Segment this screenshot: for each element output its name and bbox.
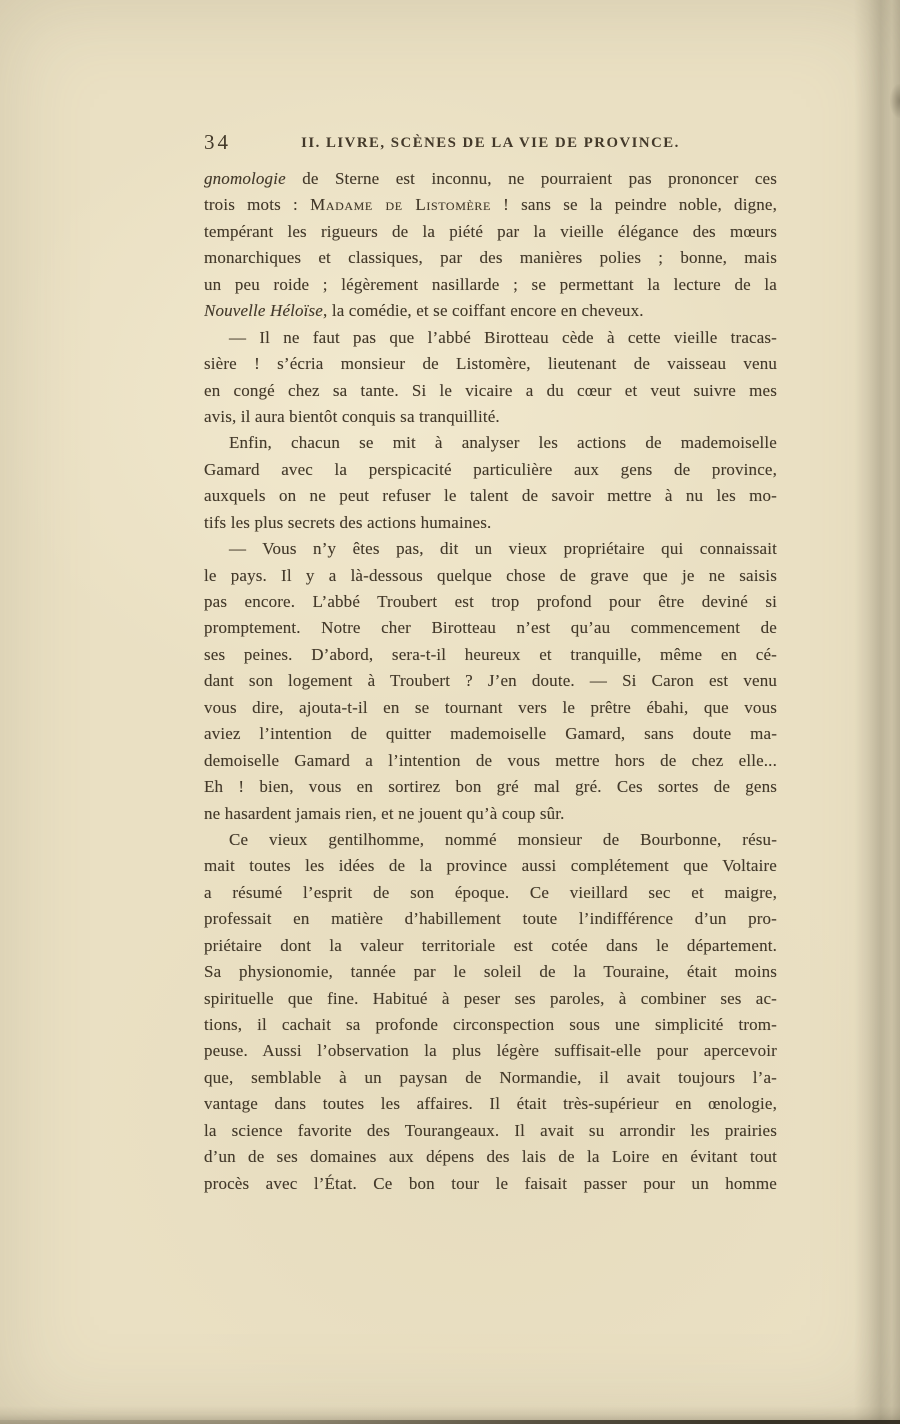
text-segment: procès avec l’État. Ce bon tour le faisait passer pour un homme bbox=[204, 1173, 777, 1193]
text-segment: trois mots : bbox=[204, 195, 311, 215]
text-line bbox=[204, 536, 777, 562]
text-line bbox=[204, 351, 777, 377]
text-line bbox=[204, 748, 777, 774]
text-segment: promptement. Notre cher Birotteau n’est qu’au commencement de bbox=[204, 618, 777, 638]
text-line bbox=[204, 774, 777, 800]
scan-smudge bbox=[890, 84, 900, 118]
text-segment: mait toutes les idées de la province aussi complétement que Voltaire bbox=[204, 856, 777, 876]
scan-edge-right bbox=[854, 0, 900, 1424]
text-line bbox=[204, 563, 777, 589]
text-segment-smallcaps: Madame de Listomère bbox=[310, 195, 491, 215]
text-line bbox=[204, 325, 777, 351]
text-line bbox=[204, 986, 777, 1012]
text-segment: vantage dans toutes les affaires. Il était très-supérieur en œnologie, bbox=[204, 1094, 777, 1114]
text-line bbox=[204, 483, 777, 509]
text-segment: avis, il aura bientôt conquis sa tranquillité. bbox=[204, 406, 500, 426]
text-segment: tions, il cachait sa profonde circonspection sous une simplicité trom- bbox=[204, 1015, 777, 1034]
text-line bbox=[204, 959, 777, 985]
scan-edge-bottom-line bbox=[0, 1420, 900, 1424]
text-segment: aviez l’intention de quitter mademoiselle Gamard, sans doute ma- bbox=[204, 724, 777, 744]
text-segment: peuse. Aussi l’observation la plus légère suffisait-elle pour apercevoir bbox=[204, 1041, 777, 1061]
text-line bbox=[204, 404, 777, 430]
text-line bbox=[204, 245, 777, 271]
text-line bbox=[204, 668, 777, 694]
text-segment: auxquels on ne peut refuser le talent de savoir mettre à nu les mo- bbox=[204, 486, 777, 506]
text-segment: sière ! s’écria monsieur de Listomère, lieutenant de vaisseau venu bbox=[204, 354, 777, 374]
text-line bbox=[204, 880, 777, 906]
text-line bbox=[204, 853, 777, 879]
text-line bbox=[204, 272, 777, 298]
text-segment: professait en matière d’habillement toute l’indifférence d’un pro- bbox=[204, 909, 777, 929]
text-segment: monarchiques et classiques, par des manières polies ; bonne, mais bbox=[204, 248, 777, 268]
text-line bbox=[204, 430, 777, 456]
text-segment: pas encore. L’abbé Troubert est trop profond pour être deviné si bbox=[204, 592, 777, 611]
text-segment: Enfin, chacun se mit à analyser les actions de mademoiselle bbox=[229, 433, 777, 453]
page-body bbox=[204, 166, 777, 1197]
text-line bbox=[204, 827, 777, 853]
text-line bbox=[204, 1171, 777, 1197]
text-segment: vous dire, ajouta-t-il en se tournant vers le prêtre ébahi, que vous bbox=[204, 697, 777, 717]
text-segment: spirituelle que fine. Habitué à peser ses paroles, à combiner ses ac- bbox=[204, 988, 777, 1008]
page-number: 34 bbox=[204, 130, 231, 154]
text-line bbox=[204, 510, 777, 536]
text-segment: tempérant les rigueurs de la piété par la vieille élégance des mœurs bbox=[204, 221, 777, 241]
text-segment: un peu roide ; légèrement nasillarde ; se permettant la lecture de la bbox=[204, 274, 777, 294]
text-segment: ne hasardent jamais rien, et ne jouent qu’à coup sûr. bbox=[204, 803, 565, 823]
text-segment: demoiselle Gamard a l’intention de vous mettre hors de chez elle... bbox=[204, 750, 777, 770]
text-segment: ses peines. D’abord, sera-t-il heureux et tranquille, même en cé- bbox=[204, 644, 777, 664]
text-line bbox=[204, 695, 777, 721]
text-segment-italic: Nouvelle Héloïse bbox=[204, 301, 324, 321]
text-segment: — Il ne faut pas que l’abbé Birotteau cède à cette vieille tracas- bbox=[229, 327, 777, 347]
text-line bbox=[204, 721, 777, 747]
text-segment: Eh ! bien, vous en sortirez bon gré mal gré. Ces sortes de gens bbox=[204, 777, 777, 797]
text-segment: ! sans se la peindre noble, digne, bbox=[490, 195, 777, 215]
text-line bbox=[204, 1118, 777, 1144]
text-line bbox=[204, 1038, 777, 1064]
text-line bbox=[204, 1012, 777, 1038]
text-line bbox=[204, 298, 777, 324]
text-segment: a résumé l’esprit de son époque. Ce vieillard sec et maigre, bbox=[204, 882, 777, 902]
text-line bbox=[204, 457, 777, 483]
text-line bbox=[204, 166, 777, 192]
text-line bbox=[204, 642, 777, 668]
page-header bbox=[204, 130, 777, 158]
text-segment: dant son logement à Troubert ? J’en doute. — Si Caron est venu bbox=[204, 671, 777, 691]
text-line bbox=[204, 906, 777, 932]
text-segment: en congé chez sa tante. Si le vicaire a du cœur et veut suivre mes bbox=[204, 380, 777, 400]
text-segment: — Vous n’y êtes pas, dit un vieux propriétaire qui connaissait bbox=[229, 539, 777, 559]
text-line bbox=[204, 1065, 777, 1091]
text-segment: Gamard avec la perspicacité particulière aux gens de province, bbox=[204, 459, 777, 479]
running-title: II. LIVRE, SCÈNES DE LA VIE DE PROVINCE. bbox=[301, 135, 680, 151]
text-segment: Ce vieux gentilhomme, nommé monsieur de Bourbonne, résu- bbox=[229, 829, 777, 849]
text-segment: d’un de ses domaines aux dépens des lais de la Loire en évitant tout bbox=[204, 1147, 777, 1167]
text-segment: tifs les plus secrets des actions humaines. bbox=[204, 512, 492, 532]
text-segment: la science favorite des Tourangeaux. Il avait su arrondir les prairies bbox=[204, 1120, 777, 1140]
text-line bbox=[204, 933, 777, 959]
scan-edge-bottom bbox=[0, 1406, 900, 1424]
text-segment-italic: gnomologie bbox=[204, 169, 286, 188]
text-line bbox=[204, 378, 777, 404]
text-segment: priétaire dont la valeur territoriale est cotée dans le département. bbox=[204, 935, 777, 955]
text-line bbox=[204, 219, 777, 245]
text-segment: , la comédie, et se coiffant encore en cheveux. bbox=[323, 301, 644, 321]
text-segment: que, semblable à un paysan de Normandie, il avait toujours l’a- bbox=[204, 1067, 777, 1087]
text-segment: le pays. Il y a là-dessous quelque chose de grave que je ne saisis bbox=[204, 565, 777, 585]
text-line bbox=[204, 1144, 777, 1170]
text-segment: de Sterne est inconnu, ne pourraient pas prononcer ces bbox=[285, 169, 777, 188]
text-line bbox=[204, 1091, 777, 1117]
text-line bbox=[204, 801, 777, 827]
text-line bbox=[204, 589, 777, 615]
text-line bbox=[204, 192, 777, 218]
text-line bbox=[204, 615, 777, 641]
text-segment: Sa physionomie, tannée par le soleil de la Touraine, était moins bbox=[204, 962, 777, 982]
